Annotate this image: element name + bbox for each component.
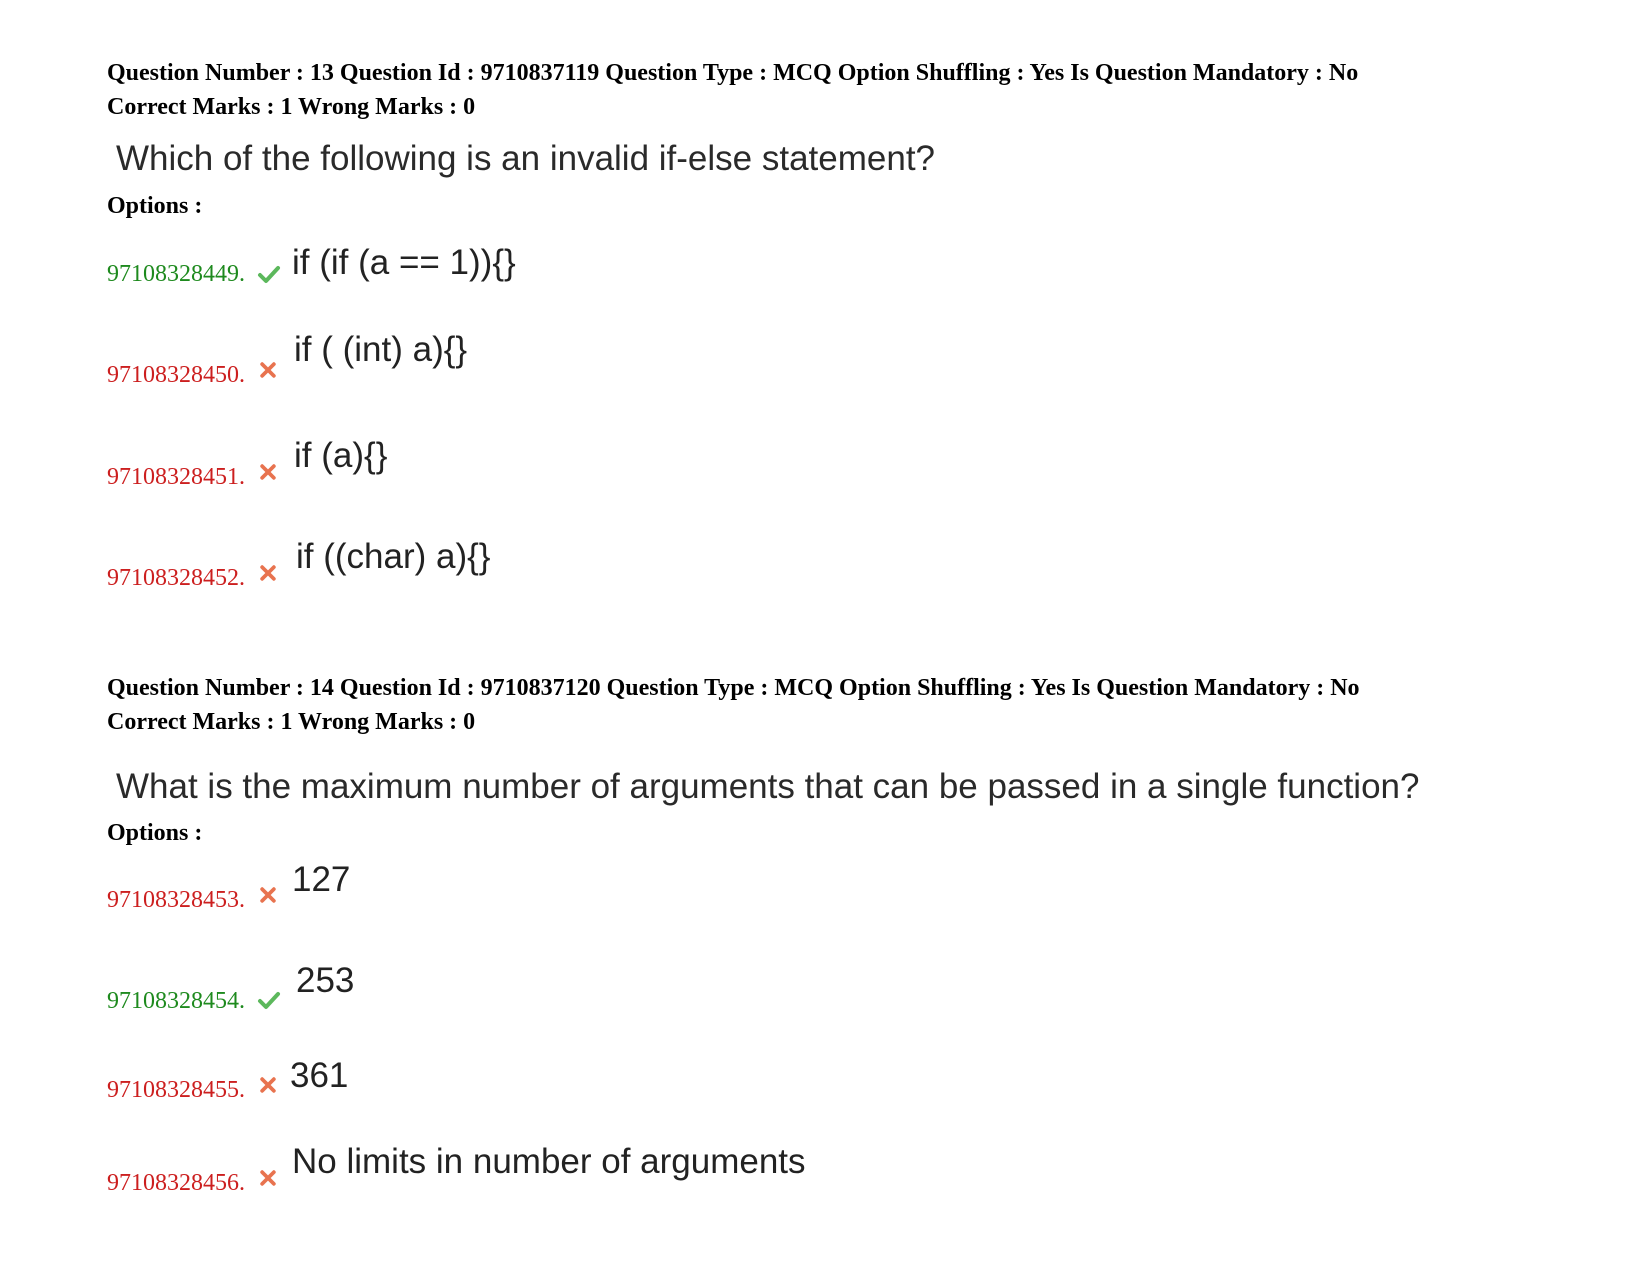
check-icon bbox=[257, 262, 281, 286]
question-marks-line: Correct Marks : 1 Wrong Marks : 0 bbox=[107, 709, 476, 735]
option-text: if (a){} bbox=[294, 436, 388, 475]
option-id: 97108328454. bbox=[107, 988, 245, 1014]
option-id: 97108328449. bbox=[107, 261, 245, 287]
option-text: if (if (a == 1)){} bbox=[292, 243, 516, 282]
question-13-options-label: Options : bbox=[107, 193, 203, 219]
check-icon bbox=[257, 988, 281, 1012]
question-13-header bbox=[107, 56, 1358, 124]
option-id: 97108328453. bbox=[107, 887, 245, 913]
question-13-text: Which of the following is an invalid if-else statement? bbox=[116, 139, 936, 178]
option-text: if ((char) a){} bbox=[296, 537, 491, 576]
cross-icon bbox=[258, 462, 278, 482]
option-id: 97108328456. bbox=[107, 1170, 245, 1196]
question-14-header bbox=[107, 671, 1360, 739]
question-marks-line: Correct Marks : 1 Wrong Marks : 0 bbox=[107, 94, 476, 120]
option-text: if ( (int) a){} bbox=[294, 330, 468, 369]
question-14-options-label: Options : bbox=[107, 820, 203, 846]
question-meta-line: Question Number : 13 Question Id : 9710837119 Question Type : MCQ Option Shuffling : Yes Is Question Mandatory : No bbox=[107, 60, 1359, 86]
question-14-text: What is the maximum number of arguments that can be passed in a single function? bbox=[116, 767, 1420, 806]
option-id: 97108328455. bbox=[107, 1077, 245, 1103]
cross-icon bbox=[258, 885, 278, 905]
cross-icon bbox=[258, 360, 278, 380]
option-id: 97108328451. bbox=[107, 464, 245, 490]
option-text: 127 bbox=[292, 860, 351, 899]
cross-icon bbox=[258, 563, 278, 583]
option-id: 97108328452. bbox=[107, 565, 245, 591]
option-text: 253 bbox=[296, 961, 355, 1000]
cross-icon bbox=[258, 1168, 278, 1188]
cross-icon bbox=[258, 1075, 278, 1095]
option-id: 97108328450. bbox=[107, 362, 245, 388]
option-text: No limits in number of arguments bbox=[292, 1142, 806, 1181]
question-meta-line: Question Number : 14 Question Id : 9710837120 Question Type : MCQ Option Shuffling : Yes Is Question Mandatory : No bbox=[107, 675, 1360, 701]
option-text: 361 bbox=[290, 1056, 349, 1095]
